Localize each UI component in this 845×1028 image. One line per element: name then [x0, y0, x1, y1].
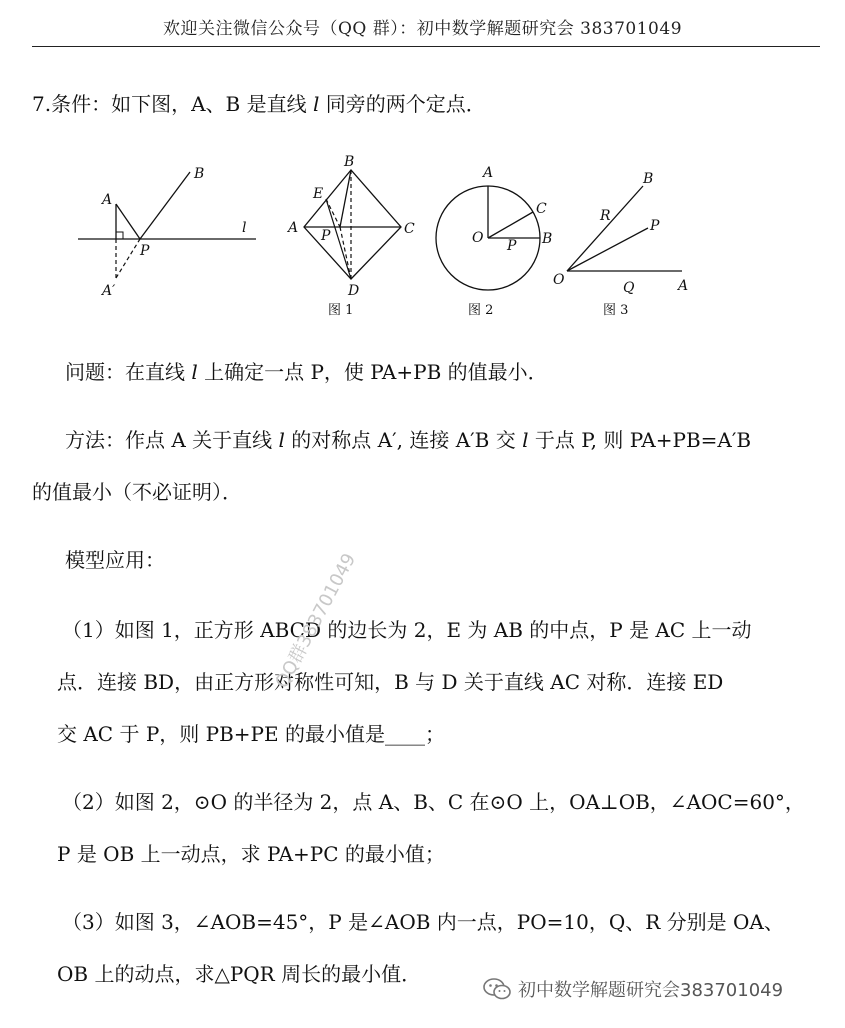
- title-var-l: l: [312, 92, 320, 116]
- fig3-label-p: P: [650, 218, 660, 234]
- figure-1-square: [286, 154, 415, 318]
- part-1-line-2: 点．连接 BD，由正方形对称性可知，B 与 D 关于直线 AC 对称．连接 ED: [57, 670, 724, 694]
- method-line-2: 的值最小（不必证明）．: [32, 480, 242, 504]
- method-line-1: [65, 428, 751, 452]
- fig3-label-o: O: [553, 272, 565, 288]
- fig0-label-l: l: [242, 220, 247, 236]
- footer-badge: [482, 976, 783, 1002]
- watermark: QQ群383701049: [271, 549, 361, 692]
- problem-prefix: 问题：在直线: [65, 360, 192, 384]
- fig1-label-p: P: [321, 228, 331, 244]
- fig1-label-c: C: [404, 221, 415, 237]
- fig1-label-e: E: [313, 186, 324, 202]
- figures-illustration: [70, 150, 710, 325]
- method-part-b: 的对称点 A′, 连接 A′B 交: [284, 428, 523, 452]
- fig1-caption: 图 1: [328, 303, 354, 318]
- title-suffix: 同旁的两个定点．: [319, 92, 486, 116]
- wechat-icon: [482, 977, 512, 1001]
- part-1-line-3: 交 AC 于 P，则 PB+PE 的最小值是____；: [57, 722, 445, 746]
- fig0-label-a: A: [102, 192, 113, 208]
- fig2-label-o: O: [472, 230, 484, 246]
- figure-reflection: [78, 166, 256, 299]
- part-2-line-2: P 是 OB 上一动点，求 PA+PC 的最小值；: [57, 842, 445, 866]
- fig2-label-a: A: [483, 165, 494, 181]
- problem-statement: [65, 360, 548, 384]
- fig0-label-b: B: [194, 166, 205, 182]
- fig0-label-a-prime: A′: [102, 283, 116, 299]
- figure-2-circle: [436, 165, 552, 318]
- fig0-label-p: P: [140, 243, 150, 259]
- fig3-label-r: R: [600, 208, 611, 224]
- fig2-label-b: B: [542, 231, 553, 247]
- title-prefix: 7.条件：如下图，A、B 是直线: [32, 92, 313, 116]
- fig1-label-a: A: [288, 220, 299, 236]
- problem-title: [32, 92, 486, 116]
- fig1-label-d: D: [348, 283, 360, 299]
- footer-badge-text: 初中数学解题研究会383701049: [518, 980, 784, 1001]
- method-var-l2: l: [522, 428, 529, 452]
- fig3-label-q: Q: [623, 280, 635, 296]
- method-var-l1: l: [278, 428, 285, 452]
- part-2-line-1: （2）如图 2，⊙O 的半径为 2，点 A、B、C 在⊙O 上，OA⊥OB，∠AOC=60°，: [62, 790, 805, 814]
- fig3-label-a: A: [678, 278, 689, 294]
- application-title: 模型应用：: [65, 548, 165, 572]
- figure-3-angle: [553, 171, 688, 318]
- fig1-label-b: B: [344, 154, 355, 170]
- header-divider: [32, 46, 820, 47]
- page-header: 欢迎关注微信公众号（QQ 群）：初中数学解题研究会 383701049: [162, 19, 683, 39]
- part-1-line-1: （1）如图 1，正方形 ABCD 的边长为 2，E 为 AB 的中点，P 是 AC 上一动: [62, 618, 752, 642]
- part-3-line-2: OB 上的动点，求△PQR 周长的最小值．: [57, 962, 422, 986]
- problem-suffix: 上确定一点 P，使 PA+PB 的值最小．: [197, 360, 548, 384]
- method-part-a: 方法：作点 A 关于直线: [65, 428, 279, 452]
- fig2-caption: 图 2: [468, 303, 494, 318]
- part-3-line-1: （3）如图 3，∠AOB=45°，P 是∠AOB 内一点，PO=10，Q、R 分别是 OA、: [62, 910, 784, 934]
- method-part-c: 于点 P, 则 PA+PB=A′B: [528, 428, 752, 452]
- fig2-label-c: C: [536, 201, 547, 217]
- fig2-label-p: P: [507, 238, 517, 254]
- fig3-caption: 图 3: [603, 303, 629, 318]
- fig3-label-b: B: [643, 171, 654, 187]
- problem-var-l: l: [191, 360, 198, 384]
